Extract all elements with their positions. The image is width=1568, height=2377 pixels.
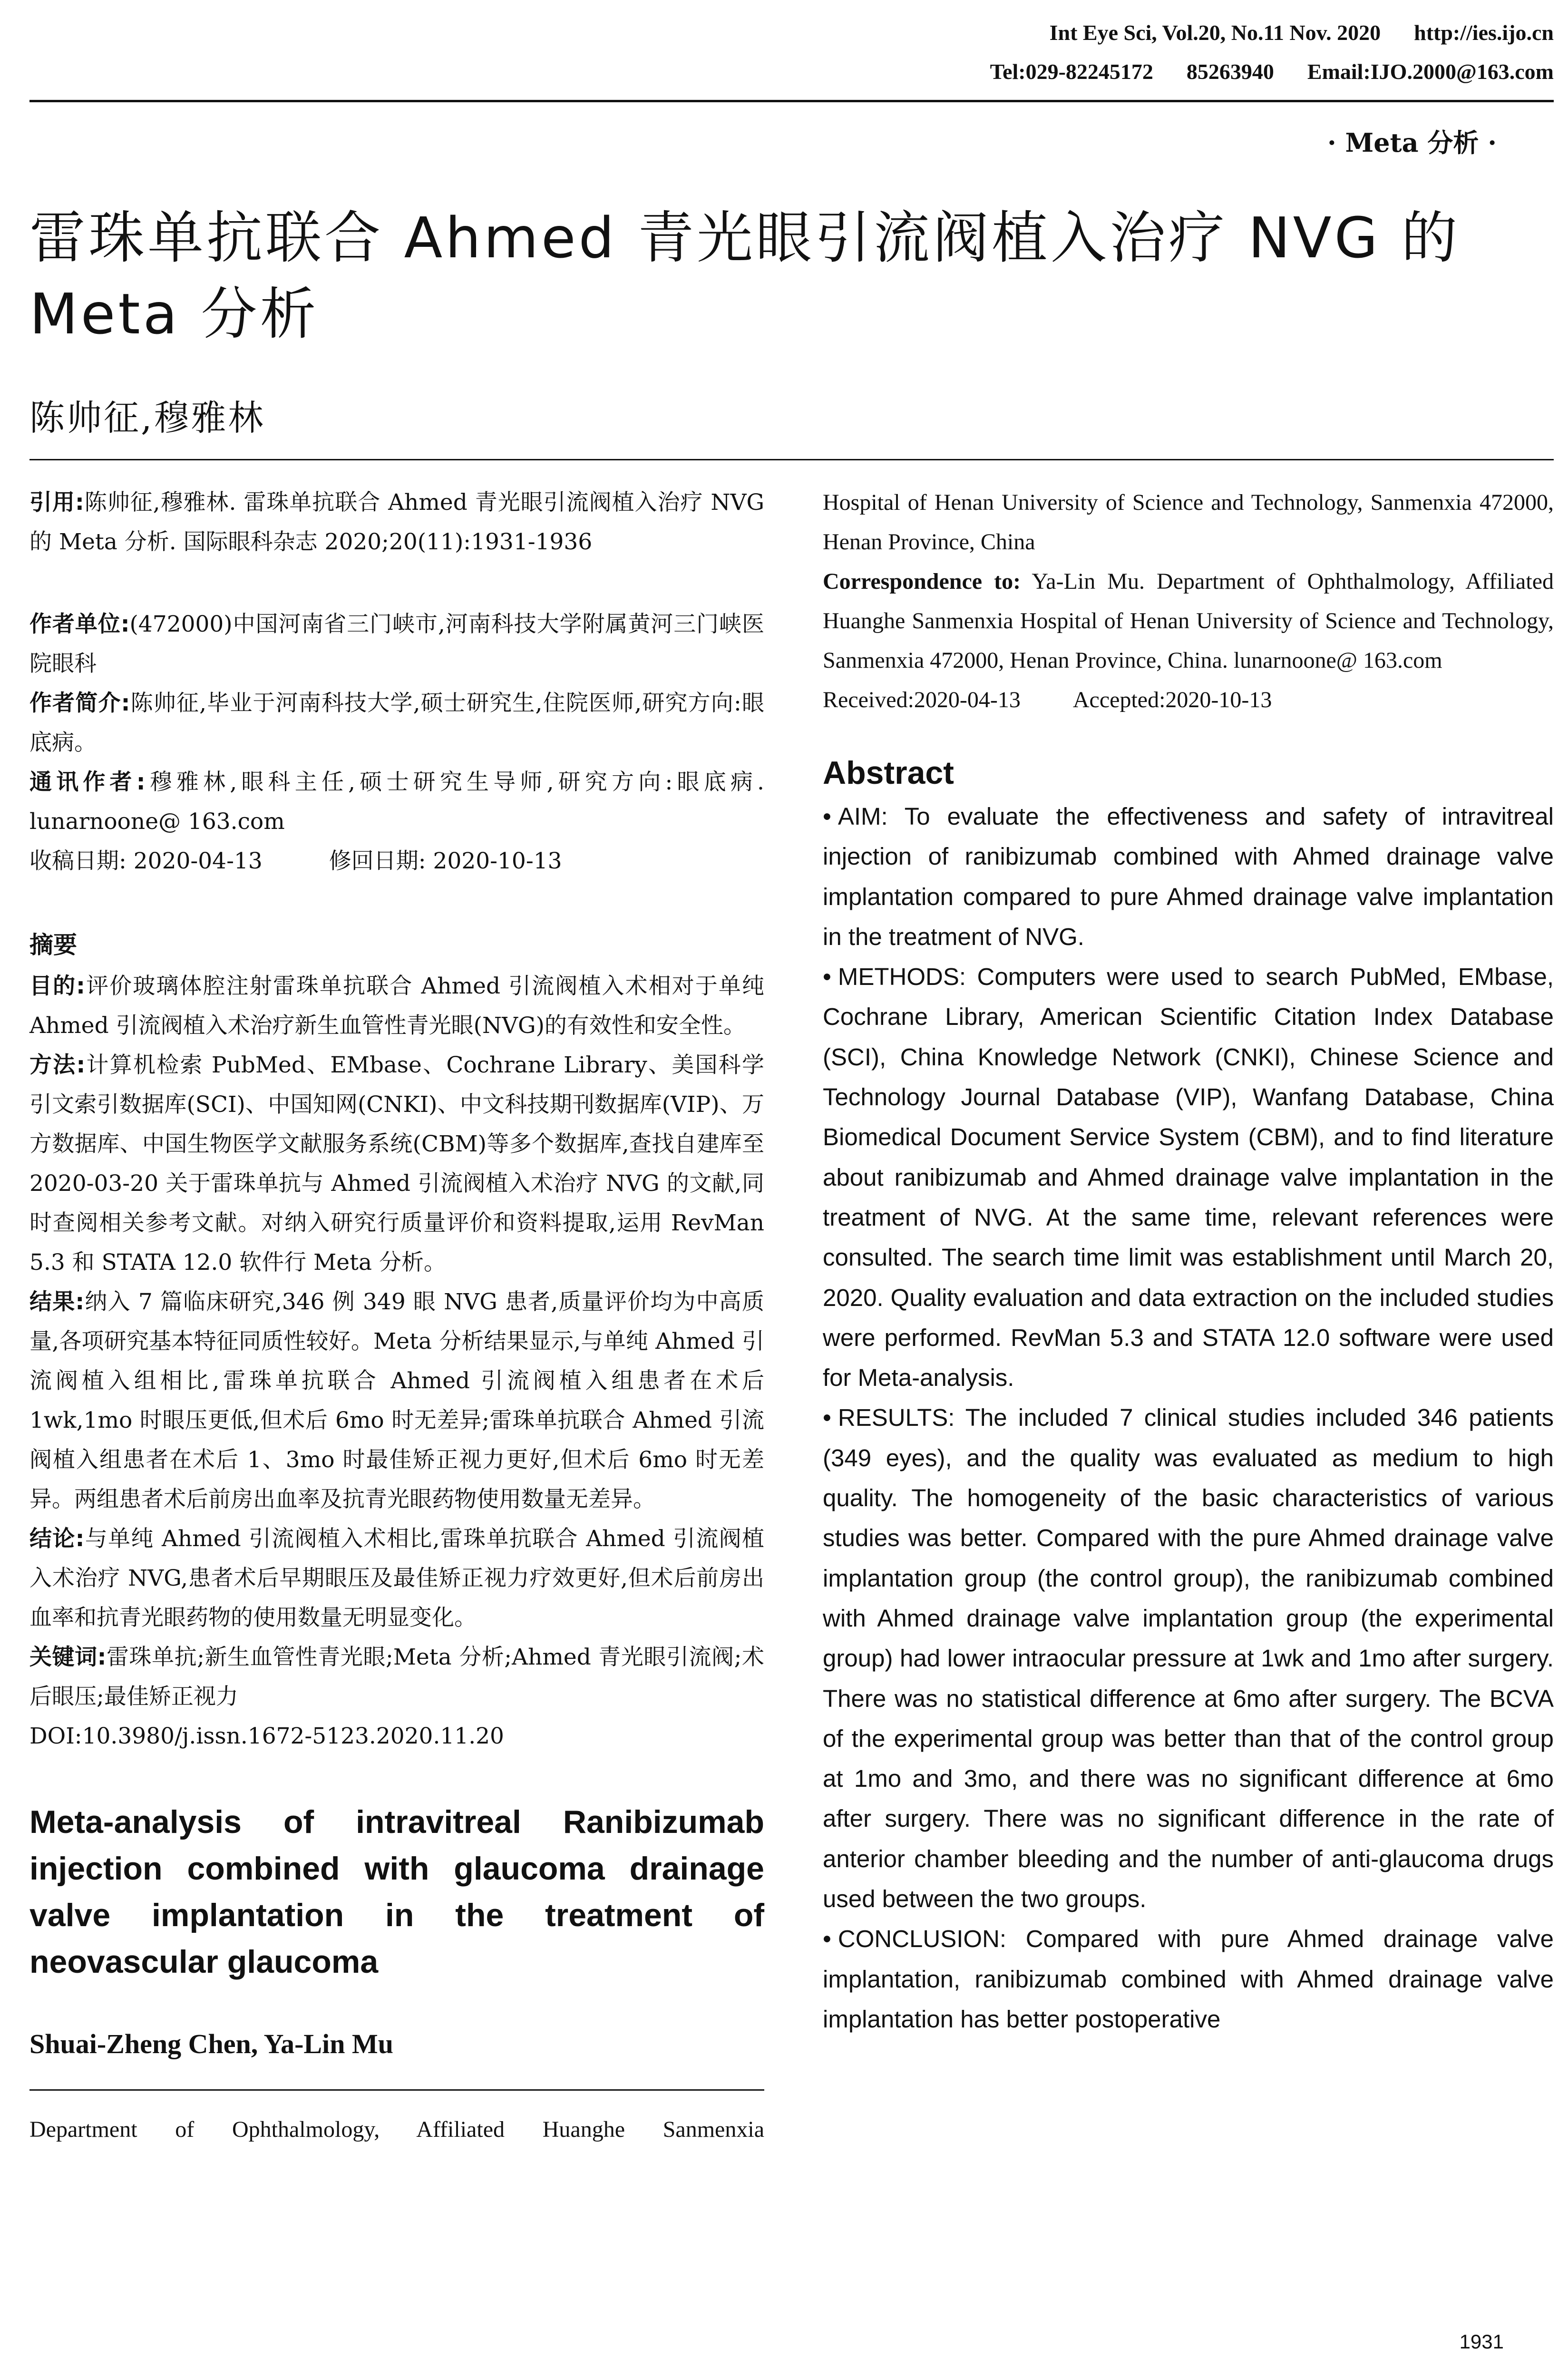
bullet-icon: • [823, 803, 831, 830]
received-date-en: Received:2020-04-13 [823, 687, 1021, 712]
bullet-icon: • [823, 963, 831, 991]
title-rule [29, 459, 1554, 460]
affiliation-block [29, 604, 764, 683]
affiliation-label: 作者单位: [29, 611, 130, 637]
accepted-date-en: Accepted:2020-10-13 [1072, 687, 1272, 712]
affiliation-continued: Hospital of Henan University of Science and Technology, Sanmenxia 472000, Henan Province, China [823, 490, 1554, 555]
abstract-heading-cn: 摘要 [29, 931, 77, 959]
authors-cn: 陈帅征,穆雅林 [29, 398, 265, 438]
conclusion-text-en: CONCLUSION: Compared with pure Ahmed drainage valve implantation, ranibizumab combined with Ahmed drainage valve implantation has better postoperative [823, 1925, 1554, 2033]
correspondence-text: Ya-Lin Mu. Department of Ophthalmology, Affiliated Huanghe Sanmenxia Hospital of Henan University of Science and Technology, Sanmenxia 472000, Henan Province, China. lunarnoone@ 163.com [823, 569, 1554, 673]
keywords-text-cn: 雷珠单抗;新生血管性青光眼;Meta 分析;Ahmed 青光眼引流阀;术后眼压;最佳矫正视力 [29, 1644, 764, 1710]
english-title: Meta-analysis of intravitreal Ranibizumab injection combined with glaucoma drainage valve implantation in the treatment of neovascular glaucoma [29, 1804, 764, 1980]
keywords-label-cn: 关键词: [29, 1644, 107, 1670]
dates-cn [29, 841, 764, 881]
aim-text-cn: 评价玻璃体腔注射雷珠单抗联合 Ahmed 引流阀植入术相对于单纯 Ahmed 引流阀植入术治疗新生血管性青光眼(NVG)的有效性和安全性。 [29, 973, 765, 1039]
dates-en [823, 680, 1554, 720]
bullet-icon: • [823, 1925, 831, 1953]
english-authors: Shuai-Zheng Chen, Ya-Lin Mu [29, 2028, 393, 2059]
results-text-cn: 纳入 7 篇临床研究,346 例 349 眼 NVG 患者,质量评价均为中高质量,各项研究基本特征同质性较好。Meta 分析结果显示,与单纯 Ahmed 引流阀植入组相比,雷珠单抗联合 Ahmed 引流阀植入组患者在术后 1wk,1mo 时眼压更低,但术后 6mo 时无差异;雷珠单抗联合 Ahmed 引流阀植入组患者在术后 1、3mo 时最佳矫正视力更好,但术后 6mo 时无差异。两组患者术后前房出血率及抗青光眼药物使用数量无差异。 [29, 1289, 765, 1512]
conclusion-text-cn: 与单纯 Ahmed 引流阀植入术相比,雷珠单抗联合 Ahmed 引流阀植入术治疗 NVG,患者术后早期眼压及最佳矫正视力疗效更好,但术后前房出血率和抗青光眼药物的使用数量无明显变化。 [29, 1526, 764, 1631]
methods-text-cn: 计算机检索 PubMed、EMbase、Cochrane Library、美国科学引文索引数据库(SCI)、中国知网(CNKI)、中文科技期刊数据库(VIP)、万方数据库、中国生物医学文献服务系统(CBM)等多个数据库,查找自建库至 2020-03-20 关于雷珠单抗与 Ahmed 引流阀植入术治疗 NVG 的文献,同时查阅相关参考文献。对纳入研究行质量评价和资料提取,运用 RevMan 5.3 和 STATA 12.0 软件行 Meta 分析。 [29, 1052, 764, 1276]
results-en [823, 1398, 1554, 1919]
results-cn [29, 1282, 764, 1519]
section-tag: · Meta 分析 · [1327, 127, 1497, 158]
citation-block [29, 483, 764, 562]
revised-date-cn: 修回日期: 2020-10-13 [329, 848, 562, 874]
journal-citation: Int Eye Sci, Vol.20, No.11 Nov. 2020 [1049, 20, 1381, 45]
aim-en [823, 797, 1554, 957]
author-intro-block [29, 683, 764, 762]
corresponding-text: 穆雅林,眼科主任,硕士研究生导师,研究方向:眼底病. lunarnoone@ 163.com [29, 769, 765, 835]
aim-cn [29, 966, 764, 1045]
journal-url[interactable]: http://ies.ijo.cn [1414, 20, 1554, 45]
citation-text: 陈帅征,穆雅林. 雷珠单抗联合 Ahmed 青光眼引流阀植入治疗 NVG 的 Meta 分析. 国际眼科杂志 2020;20(11):1931-1936 [29, 489, 764, 555]
journal-header-line1 [1050, 20, 1554, 45]
methods-label-cn: 方法: [29, 1052, 86, 1078]
keywords-cn [29, 1637, 764, 1716]
bullet-icon: • [823, 1404, 831, 1432]
journal-header-line2 [990, 59, 1554, 84]
conclusion-cn [29, 1519, 764, 1637]
received-date-cn: 收稿日期: 2020-04-13 [29, 848, 263, 874]
methods-en [823, 957, 1554, 1398]
page-number: 1931 [1459, 2330, 1504, 2353]
affiliation-text: (472000)中国河南省三门峡市,河南科技大学附属黄河三门峡医院眼科 [29, 611, 765, 677]
conclusion-en [823, 1919, 1554, 2039]
results-label-cn: 结果: [29, 1289, 85, 1315]
methods-text-en: METHODS: Computers were used to search PubMed, EMbase, Cochrane Library, American Scientific Citation Index Database (SCI), China Knowledge Network (CNKI), Chinese Science and Technology Journal Database (VIP), Wanfang Database, China Biomedical Document Service System (CBM), and to find literature about ranibizumab and Ahmed drainage valve implantation in the treatment of NVG. At the same time, relevant references were consulted. The search time limit was establishment until March 20, 2020. Quality evaluation and data extraction on the included studies were performed. RevMan 5.3 and STATA 12.0 software were used for Meta-analysis. [823, 963, 1554, 1392]
author-intro-text: 陈帅征,毕业于河南科技大学,硕士研究生,住院医师,研究方向:眼底病。 [29, 690, 764, 756]
aim-label-cn: 目的: [29, 973, 85, 999]
journal-tel: Tel:029-82245172 [990, 59, 1153, 84]
correspondence-label: Correspondence to: [823, 569, 1021, 594]
corresponding-author-block [29, 762, 764, 841]
results-text-en: RESULTS: The included 7 clinical studies included 346 patients (349 eyes), and the quality was evaluated as medium to high quality. The homogeneity of the basic characteristics of various studies was better. Compared with the pure Ahmed drainage valve implantation group (the control group), the ranibizumab combined with Ahmed drainage valve implantation group (the experimental group) had lower intraocular pressure at 1wk and 1mo after surgery. There was no statistical difference at 6mo after surgery. The BCVA of the experimental group was better than that of the control group at 1mo and 3mo, and there was no significant difference at 6mo after surgery. There was no significant difference in the rate of anterior chamber bleeding and the number of anti-glaucoma drugs used between the two groups. [823, 1404, 1554, 1913]
department-line: Department of Ophthalmology, Affiliated Huanghe Sanmenxia [29, 2117, 764, 2142]
journal-tel2: 85263940 [1186, 59, 1274, 84]
title-line-1: 雷珠单抗联合 Ahmed 青光眼引流阀植入治疗 NVG 的 [29, 205, 1461, 271]
author-intro-label: 作者简介: [29, 690, 130, 716]
conclusion-label-cn: 结论: [29, 1526, 85, 1552]
citation-label: 引用: [29, 489, 84, 516]
abstract-heading-en: Abstract [823, 755, 954, 791]
title-line-2: Meta 分析 [29, 281, 319, 347]
header-rule [29, 100, 1554, 102]
methods-cn [29, 1045, 764, 1282]
corresponding-label: 通讯作者: [29, 769, 146, 795]
correspondence-block [823, 562, 1554, 680]
aim-text-en: AIM: To evaluate the effectiveness and safety of intravitreal injection of ranibizumab combined with Ahmed drainage valve implantation compared to pure Ahmed drainage valve implantation in the treatment of NVG. [823, 803, 1554, 950]
article-title [29, 200, 1554, 352]
right-column [823, 483, 1554, 2039]
doi[interactable]: DOI:10.3980/j.issn.1672-5123.2020.11.20 [29, 1723, 504, 1749]
journal-email[interactable]: Email:IJO.2000@163.com [1307, 59, 1554, 84]
left-column [29, 483, 764, 2149]
author-rule [29, 2089, 764, 2091]
